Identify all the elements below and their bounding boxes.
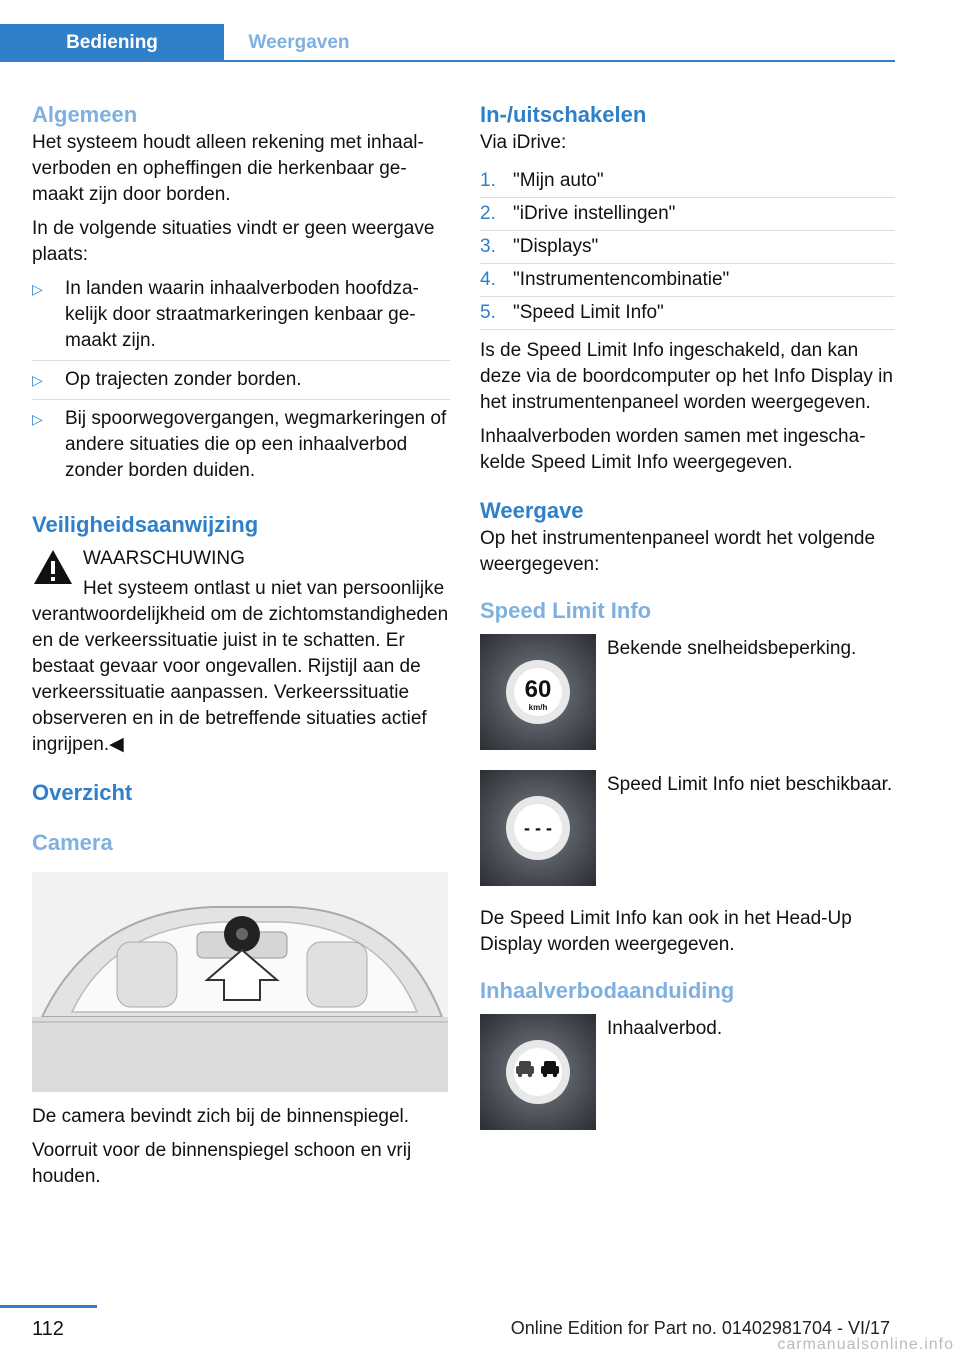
warning-block (32, 546, 450, 758)
no-overtaking-row (480, 1014, 895, 1132)
list-item: 1. "Mijn auto" (480, 168, 895, 198)
bullet-list (32, 276, 450, 490)
no-overtaking-sign-icon (480, 1014, 596, 1130)
heading-veiligheidsaanwijzing: Veiligheidsaanwijzing (32, 512, 259, 537)
sign-unit: km/h (528, 703, 548, 712)
heading-algemeen: Algemeen (32, 102, 138, 127)
speed-limit-unavailable-sign-icon (480, 770, 596, 886)
speed-limit-60-sign-icon (480, 634, 596, 750)
list-item: ▷ Op trajecten zonder borden. (32, 367, 450, 400)
list-item: 2. "iDrive instellingen" (480, 201, 895, 231)
paragraph: De camera bevindt zich bij de binnenspiegel. (32, 1106, 410, 1127)
info-description: Bekende snelheidsbeperking. (607, 638, 857, 659)
list-item: 5. "Speed Limit Info" (480, 300, 895, 330)
header-tabbar (0, 24, 895, 62)
right-column (480, 100, 895, 1150)
paragraph: Op het instrumentenpaneel wordt het volgende weergegeven: (480, 528, 876, 575)
watermark: carmanualsonline.info (777, 1336, 954, 1353)
triangle-bullet-icon: ▷ (32, 281, 43, 297)
paragraph: De Speed Limit Info kan ook in het Head-Up Display worden weergegeven. (480, 908, 852, 955)
paragraph: Het systeem houdt alleen rekening met inhaalverboden en opheffingen die herkenbaar gemaakt zijn door borden. (32, 132, 424, 205)
left-column (32, 100, 450, 1198)
info-description: Speed Limit Info niet beschikbaar. (607, 774, 893, 795)
tab-weergaven[interactable]: Weergaven (248, 32, 350, 53)
heading-overzicht: Overzicht (32, 780, 133, 805)
heading-speed-limit-info: Speed Limit Info (480, 598, 652, 623)
camera-location-image (32, 872, 448, 1092)
heading-in-uitschakelen: In-/uitschakelen (480, 102, 647, 127)
warning-triangle-icon (32, 548, 74, 586)
warning-text: Het systeem ontlast u niet van persoonlijke verantwoordelijkheid om de zichtomstandigheden en de verkeerssituatie juist in te schatten. Er bestaat gevaar voor ongevallen. Rijstijl aan de verkeerssituatie aanpassen. Verkeerssituatie observeren en in de betreffende situaties actief ingrijpen.◀ (32, 578, 449, 755)
list-item: 4. "Instrumentencombinatie" (480, 267, 895, 297)
sign-dashes: - - - (524, 818, 552, 838)
paragraph: In de volgende situaties vindt er geen weergave plaats: (32, 218, 435, 265)
paragraph: Voorruit voor de binnenspiegel schoon en vrij houden. (32, 1140, 412, 1187)
triangle-bullet-icon: ▷ (32, 411, 43, 427)
edition-note: Online Edition for Part no. 01402981704 - VI/17 (510, 1318, 890, 1338)
list-item: ▷ In landen waarin inhaalverboden hoofdzakelijk door straatmarkeringen kenbaar gemaakt zijn. (32, 276, 450, 361)
heading-camera: Camera (32, 830, 113, 855)
tab-bediening[interactable]: Bediening (0, 24, 224, 62)
heading-inhaalverbodaanduiding: Inhaalverbodaanduiding (480, 978, 735, 1003)
triangle-bullet-icon: ▷ (32, 372, 43, 388)
numbered-list (480, 168, 895, 330)
speed-unknown-row (480, 770, 895, 888)
heading-weergave: Weergave (480, 498, 584, 523)
header-rule (0, 60, 895, 62)
footer-rule (0, 1305, 97, 1308)
warning-title: WAARSCHUWING (83, 548, 245, 569)
page-number: 112 (32, 1318, 64, 1340)
paragraph: Via iDrive: (480, 132, 567, 153)
paragraph: Inhaalverboden worden samen met ingeschakelde Speed Limit Info weergegeven. (480, 426, 866, 473)
sign-value: 60 (524, 676, 552, 703)
list-item: 3. "Displays" (480, 234, 895, 264)
speed-known-row (480, 634, 895, 752)
list-item: ▷ Bij spoorwegovergangen, wegmarkeringen of andere situaties die op een inhaalverbod zonder borden duiden. (32, 408, 447, 481)
info-description: Inhaalverbod. (607, 1018, 723, 1039)
paragraph: Is de Speed Limit Info ingeschakeld, dan kan deze via de boordcomputer op het Info Display in het instrumentenpaneel worden weergegeven. (480, 340, 893, 413)
